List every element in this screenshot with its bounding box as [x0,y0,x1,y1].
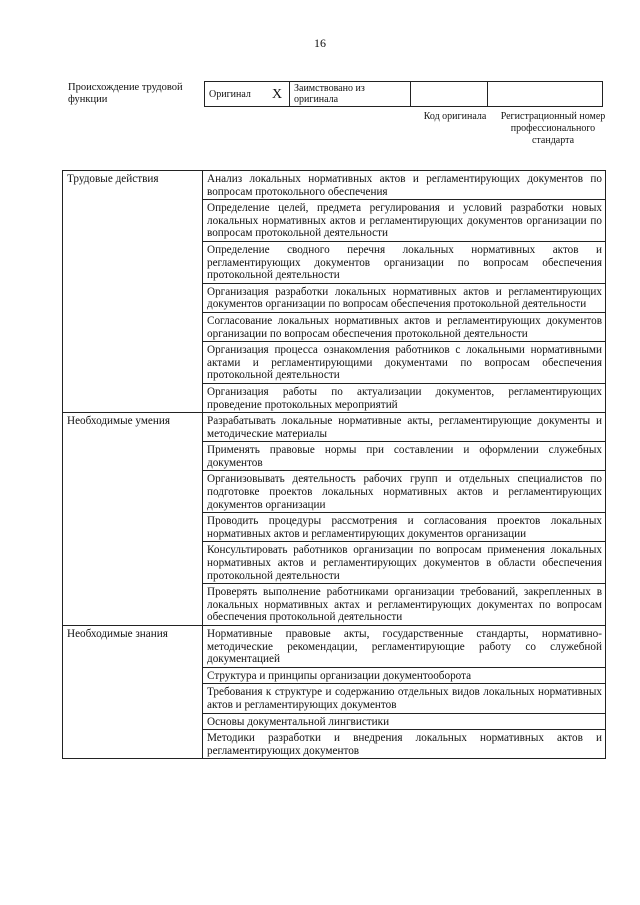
borrowed-cell: Заимствовано из оригинала [290,82,411,107]
section-item: Организация процесса ознакомления работников с локальными нормативными актами и регламентирующими документами по вопросам обеспечения протокольной деятельности [203,342,606,384]
page-number: 16 [314,36,326,50]
origin-label: Происхождение трудовой функции [68,82,183,105]
original-cell: Оригинал [205,82,266,107]
section-item: Консультировать работников организации по вопросам применения локальных нормативных актов и регламентирующих документов в области обеспечения протокольной деятельности [203,542,606,584]
section-item: Методики разработки и внедрения локальных нормативных актов и регламентирующих документов [203,730,606,759]
section-title: Необходимые умения [63,413,203,626]
section-item: Применять правовые нормы при составлении и оформлении служебных документов [203,442,606,471]
section-item: Разрабатывать локальные нормативные акты, регламентирующие документы и методические материалы [203,413,606,442]
code-caption: Код оригинала [423,111,487,122]
section-item: Структура и принципы организации документооборота [203,667,606,684]
code-cell [411,82,488,107]
origin-table [204,81,603,107]
section-item: Проверять выполнение работниками организации требований, закрепленных в локальных нормативных актах и регламентирующих документах по вопросам обеспечения протокольной деятельности [203,584,606,626]
original-mark: X [265,82,290,107]
table-row [63,171,606,200]
section-title: Необходимые знания [63,626,203,759]
section-item: Требования к структуре и содержанию отдельных видов локальных нормативных актов и регламентирующих документов [203,684,606,713]
function-table [62,170,606,759]
reg-number-cell [488,82,603,107]
table-row [63,413,606,442]
reg-number-caption: Регистрационный номер профессионального стандарта [500,111,606,146]
section-item: Определение целей, предмета регулирования и условий разработки новых локальных нормативных актов и регламентирующих документов организации по вопросам протокольной деятельности [203,200,606,242]
table-row [63,626,606,668]
section-item: Организация работы по актуализации документов, регламентирующих проведение протокольных мероприятий [203,383,606,412]
section-item: Организовывать деятельность рабочих групп и отдельных специалистов по подготовке проектов локальных нормативных актов и регламентирующих документов организации [203,471,606,513]
section-item: Анализ локальных нормативных актов и регламентирующих документов по вопросам протокольного обеспечения [203,171,606,200]
section-item: Определение сводного перечня локальных нормативных актов и регламентирующих документов организации по вопросам обеспечения протокольной деятельности [203,241,606,283]
section-item: Организация разработки локальных нормативных актов и регламентирующих документов организации по вопросам обеспечения протокольной деятельности [203,283,606,312]
section-item: Проводить процедуры рассмотрения и согласования проектов локальных нормативных актов и регламентирующих документов организации [203,513,606,542]
section-item: Основы документальной лингвистики [203,713,606,730]
section-title: Трудовые действия [63,171,203,413]
section-item: Нормативные правовые акты, государственные стандарты, нормативно-методические рекомендации, регламентирующие работу со служебной документацией [203,626,606,668]
section-item: Согласование локальных нормативных актов и регламентирующих документов организации по вопросам обеспечения протокольной деятельности [203,312,606,341]
